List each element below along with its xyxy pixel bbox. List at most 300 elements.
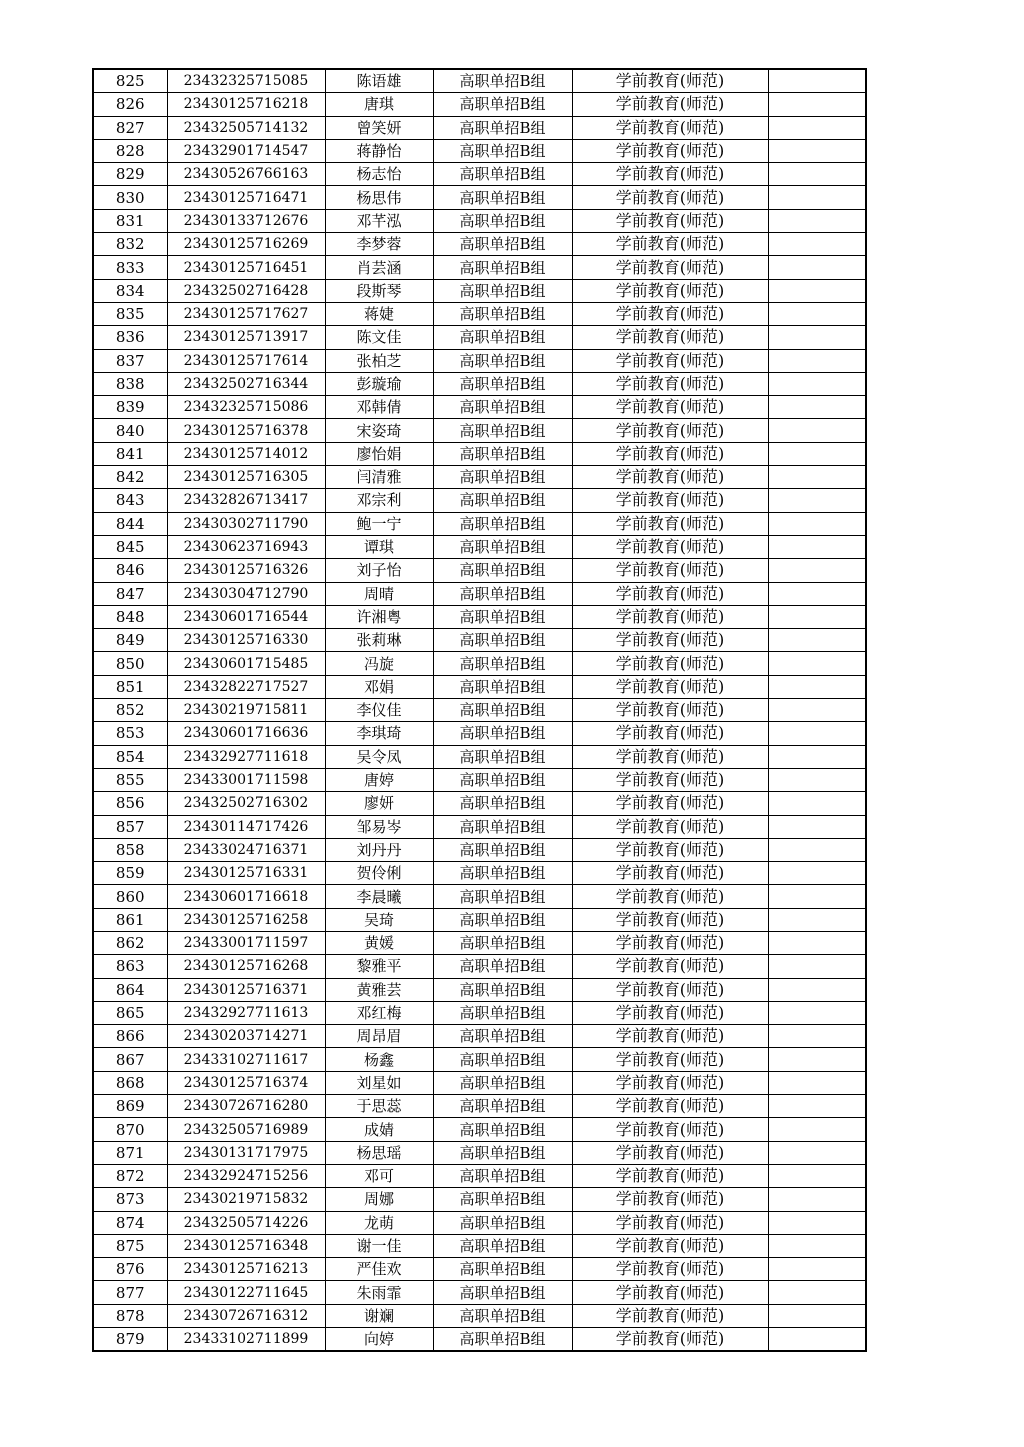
student-name-cell: 邓娟 bbox=[325, 675, 433, 698]
admission-category-cell: 高职单招B组 bbox=[433, 652, 572, 675]
student-name-cell: 蒋婕 bbox=[325, 302, 433, 325]
remark-cell bbox=[768, 93, 866, 116]
admission-category-cell: 高职单招B组 bbox=[433, 1211, 572, 1234]
candidate-id-cell: 23430125716371 bbox=[167, 978, 325, 1001]
candidate-id-cell: 23432502716302 bbox=[167, 792, 325, 815]
admission-category-cell: 高职单招B组 bbox=[433, 955, 572, 978]
table-row bbox=[93, 1001, 866, 1024]
table-row bbox=[93, 1048, 866, 1071]
student-name-cell: 张莉琳 bbox=[325, 629, 433, 652]
table-row bbox=[93, 139, 866, 162]
row-number-cell: 878 bbox=[93, 1304, 167, 1327]
major-cell: 学前教育(师范) bbox=[572, 699, 768, 722]
remark-cell bbox=[768, 116, 866, 139]
admission-category-cell: 高职单招B组 bbox=[433, 256, 572, 279]
remark-cell bbox=[768, 559, 866, 582]
remark-cell bbox=[768, 512, 866, 535]
table-row bbox=[93, 1304, 866, 1327]
remark-cell bbox=[768, 768, 866, 791]
row-number-cell: 852 bbox=[93, 699, 167, 722]
admission-category-cell: 高职单招B组 bbox=[433, 815, 572, 838]
table-row bbox=[93, 349, 866, 372]
admission-category-cell: 高职单招B组 bbox=[433, 605, 572, 628]
major-cell: 学前教育(师范) bbox=[572, 722, 768, 745]
table-row bbox=[93, 1118, 866, 1141]
row-number-cell: 837 bbox=[93, 349, 167, 372]
remark-cell bbox=[768, 1211, 866, 1234]
student-name-cell: 杨志怡 bbox=[325, 163, 433, 186]
student-name-cell: 贺伶俐 bbox=[325, 862, 433, 885]
remark-cell bbox=[768, 675, 866, 698]
remark-cell bbox=[768, 1025, 866, 1048]
admission-category-cell: 高职单招B组 bbox=[433, 838, 572, 861]
major-cell: 学前教育(师范) bbox=[572, 69, 768, 93]
row-number-cell: 838 bbox=[93, 372, 167, 395]
row-number-cell: 865 bbox=[93, 1001, 167, 1024]
table-row bbox=[93, 629, 866, 652]
candidate-id-cell: 23430601716618 bbox=[167, 885, 325, 908]
candidate-id-cell: 23430125714012 bbox=[167, 442, 325, 465]
admission-category-cell: 高职单招B组 bbox=[433, 116, 572, 139]
admission-category-cell: 高职单招B组 bbox=[433, 1071, 572, 1094]
admission-category-cell: 高职单招B组 bbox=[433, 1048, 572, 1071]
student-name-cell: 邓芊泓 bbox=[325, 209, 433, 232]
row-number-cell: 843 bbox=[93, 489, 167, 512]
remark-cell bbox=[768, 605, 866, 628]
row-number-cell: 877 bbox=[93, 1281, 167, 1304]
remark-cell bbox=[768, 931, 866, 954]
remark-cell bbox=[768, 372, 866, 395]
table-row bbox=[93, 1025, 866, 1048]
major-cell: 学前教育(师范) bbox=[572, 862, 768, 885]
remark-cell bbox=[768, 419, 866, 442]
admission-category-cell: 高职单招B组 bbox=[433, 186, 572, 209]
admission-category-cell: 高职单招B组 bbox=[433, 233, 572, 256]
table-row bbox=[93, 1095, 866, 1118]
row-number-cell: 834 bbox=[93, 279, 167, 302]
major-cell: 学前教育(师范) bbox=[572, 256, 768, 279]
remark-cell bbox=[768, 302, 866, 325]
student-name-cell: 曾笑妍 bbox=[325, 116, 433, 139]
candidate-id-cell: 23430219715811 bbox=[167, 699, 325, 722]
remark-cell bbox=[768, 535, 866, 558]
student-name-cell: 李仪佳 bbox=[325, 699, 433, 722]
student-name-cell: 成婧 bbox=[325, 1118, 433, 1141]
remark-cell bbox=[768, 1281, 866, 1304]
remark-cell bbox=[768, 1095, 866, 1118]
table-row bbox=[93, 745, 866, 768]
student-name-cell: 刘丹丹 bbox=[325, 838, 433, 861]
candidate-id-cell: 23432822717527 bbox=[167, 675, 325, 698]
admission-category-cell: 高职单招B组 bbox=[433, 885, 572, 908]
remark-cell bbox=[768, 163, 866, 186]
row-number-cell: 839 bbox=[93, 396, 167, 419]
remark-cell bbox=[768, 1234, 866, 1257]
remark-cell bbox=[768, 815, 866, 838]
major-cell: 学前教育(师范) bbox=[572, 302, 768, 325]
row-number-cell: 842 bbox=[93, 466, 167, 489]
table-row bbox=[93, 69, 866, 93]
candidate-id-cell: 23432505714226 bbox=[167, 1211, 325, 1234]
remark-cell bbox=[768, 629, 866, 652]
student-name-cell: 邓可 bbox=[325, 1164, 433, 1187]
student-name-cell: 吴令凤 bbox=[325, 745, 433, 768]
row-number-cell: 850 bbox=[93, 652, 167, 675]
student-name-cell: 杨思伟 bbox=[325, 186, 433, 209]
admission-category-cell: 高职单招B组 bbox=[433, 69, 572, 93]
major-cell: 学前教育(师范) bbox=[572, 1001, 768, 1024]
table-row bbox=[93, 722, 866, 745]
major-cell: 学前教育(师范) bbox=[572, 1141, 768, 1164]
major-cell: 学前教育(师范) bbox=[572, 1188, 768, 1211]
major-cell: 学前教育(师范) bbox=[572, 442, 768, 465]
candidate-id-cell: 23430125717614 bbox=[167, 349, 325, 372]
table-row bbox=[93, 978, 866, 1001]
table-row bbox=[93, 93, 866, 116]
candidate-id-cell: 23430601716544 bbox=[167, 605, 325, 628]
table-row bbox=[93, 489, 866, 512]
row-number-cell: 867 bbox=[93, 1048, 167, 1071]
table-row bbox=[93, 1141, 866, 1164]
row-number-cell: 855 bbox=[93, 768, 167, 791]
row-number-cell: 833 bbox=[93, 256, 167, 279]
admission-category-cell: 高职单招B组 bbox=[433, 768, 572, 791]
major-cell: 学前教育(师范) bbox=[572, 1118, 768, 1141]
remark-cell bbox=[768, 792, 866, 815]
table-row bbox=[93, 605, 866, 628]
student-name-cell: 朱雨霏 bbox=[325, 1281, 433, 1304]
remark-cell bbox=[768, 1164, 866, 1187]
candidate-id-cell: 23430623716943 bbox=[167, 535, 325, 558]
row-number-cell: 847 bbox=[93, 582, 167, 605]
student-name-cell: 冯旋 bbox=[325, 652, 433, 675]
major-cell: 学前教育(师范) bbox=[572, 1304, 768, 1327]
row-number-cell: 863 bbox=[93, 955, 167, 978]
admission-category-cell: 高职单招B组 bbox=[433, 1234, 572, 1257]
major-cell: 学前教育(师范) bbox=[572, 93, 768, 116]
admission-category-cell: 高职单招B组 bbox=[433, 163, 572, 186]
admission-category-cell: 高职单招B组 bbox=[433, 1328, 572, 1352]
admission-category-cell: 高职单招B组 bbox=[433, 1304, 572, 1327]
student-name-cell: 陈文佳 bbox=[325, 326, 433, 349]
table-row bbox=[93, 233, 866, 256]
remark-cell bbox=[768, 1071, 866, 1094]
table-row bbox=[93, 186, 866, 209]
remark-cell bbox=[768, 862, 866, 885]
table-row bbox=[93, 372, 866, 395]
candidate-id-cell: 23433001711598 bbox=[167, 768, 325, 791]
major-cell: 学前教育(师范) bbox=[572, 233, 768, 256]
row-number-cell: 827 bbox=[93, 116, 167, 139]
student-name-cell: 周昂眉 bbox=[325, 1025, 433, 1048]
table-row bbox=[93, 699, 866, 722]
row-number-cell: 831 bbox=[93, 209, 167, 232]
candidate-id-cell: 23433024716371 bbox=[167, 838, 325, 861]
row-number-cell: 853 bbox=[93, 722, 167, 745]
row-number-cell: 845 bbox=[93, 535, 167, 558]
candidate-id-cell: 23430125717627 bbox=[167, 302, 325, 325]
table-row bbox=[93, 792, 866, 815]
candidate-id-cell: 23433102711899 bbox=[167, 1328, 325, 1352]
admission-category-cell: 高职单招B组 bbox=[433, 349, 572, 372]
candidate-id-cell: 23430203714271 bbox=[167, 1025, 325, 1048]
admission-category-cell: 高职单招B组 bbox=[433, 1141, 572, 1164]
major-cell: 学前教育(师范) bbox=[572, 163, 768, 186]
candidate-id-cell: 23430304712790 bbox=[167, 582, 325, 605]
candidate-id-cell: 23430125716218 bbox=[167, 93, 325, 116]
admission-category-cell: 高职单招B组 bbox=[433, 139, 572, 162]
candidate-id-cell: 23432927711613 bbox=[167, 1001, 325, 1024]
candidate-id-cell: 23430125716374 bbox=[167, 1071, 325, 1094]
student-name-cell: 陈语雄 bbox=[325, 69, 433, 93]
candidate-id-cell: 23430601716636 bbox=[167, 722, 325, 745]
major-cell: 学前教育(师范) bbox=[572, 139, 768, 162]
major-cell: 学前教育(师范) bbox=[572, 652, 768, 675]
row-number-cell: 862 bbox=[93, 931, 167, 954]
table-row bbox=[93, 652, 866, 675]
student-name-cell: 谭琪 bbox=[325, 535, 433, 558]
candidate-id-cell: 23430125716268 bbox=[167, 955, 325, 978]
row-number-cell: 860 bbox=[93, 885, 167, 908]
candidate-id-cell: 23433001711597 bbox=[167, 931, 325, 954]
student-name-cell: 李梦蓉 bbox=[325, 233, 433, 256]
candidate-id-cell: 23432502716344 bbox=[167, 372, 325, 395]
major-cell: 学前教育(师范) bbox=[572, 1234, 768, 1257]
admission-category-cell: 高职单招B组 bbox=[433, 1258, 572, 1281]
major-cell: 学前教育(师范) bbox=[572, 535, 768, 558]
table-row bbox=[93, 1071, 866, 1094]
row-number-cell: 825 bbox=[93, 69, 167, 93]
row-number-cell: 864 bbox=[93, 978, 167, 1001]
student-name-cell: 李琪琦 bbox=[325, 722, 433, 745]
row-number-cell: 826 bbox=[93, 93, 167, 116]
admission-category-cell: 高职单招B组 bbox=[433, 978, 572, 1001]
student-name-cell: 许湘粤 bbox=[325, 605, 433, 628]
row-number-cell: 856 bbox=[93, 792, 167, 815]
student-name-cell: 黎雅平 bbox=[325, 955, 433, 978]
row-number-cell: 828 bbox=[93, 139, 167, 162]
major-cell: 学前教育(师范) bbox=[572, 279, 768, 302]
remark-cell bbox=[768, 1304, 866, 1327]
table-row bbox=[93, 1258, 866, 1281]
remark-cell bbox=[768, 1188, 866, 1211]
candidate-id-cell: 23430726716280 bbox=[167, 1095, 325, 1118]
table-row bbox=[93, 908, 866, 931]
student-name-cell: 蒋静怡 bbox=[325, 139, 433, 162]
remark-cell bbox=[768, 745, 866, 768]
remark-cell bbox=[768, 1048, 866, 1071]
row-number-cell: 861 bbox=[93, 908, 167, 931]
major-cell: 学前教育(师范) bbox=[572, 396, 768, 419]
row-number-cell: 851 bbox=[93, 675, 167, 698]
row-number-cell: 846 bbox=[93, 559, 167, 582]
student-name-cell: 廖怡娟 bbox=[325, 442, 433, 465]
row-number-cell: 872 bbox=[93, 1164, 167, 1187]
remark-cell bbox=[768, 582, 866, 605]
remark-cell bbox=[768, 908, 866, 931]
candidate-id-cell: 23433102711617 bbox=[167, 1048, 325, 1071]
major-cell: 学前教育(师范) bbox=[572, 978, 768, 1001]
remark-cell bbox=[768, 1118, 866, 1141]
major-cell: 学前教育(师范) bbox=[572, 582, 768, 605]
table-row bbox=[93, 885, 866, 908]
table-row bbox=[93, 675, 866, 698]
table-row bbox=[93, 1234, 866, 1257]
remark-cell bbox=[768, 466, 866, 489]
major-cell: 学前教育(师范) bbox=[572, 372, 768, 395]
major-cell: 学前教育(师范) bbox=[572, 1164, 768, 1187]
candidate-id-cell: 23430125716378 bbox=[167, 419, 325, 442]
remark-cell bbox=[768, 722, 866, 745]
row-number-cell: 874 bbox=[93, 1211, 167, 1234]
remark-cell bbox=[768, 489, 866, 512]
major-cell: 学前教育(师范) bbox=[572, 792, 768, 815]
major-cell: 学前教育(师范) bbox=[572, 815, 768, 838]
remark-cell bbox=[768, 69, 866, 93]
table-row bbox=[93, 442, 866, 465]
remark-cell bbox=[768, 209, 866, 232]
major-cell: 学前教育(师范) bbox=[572, 209, 768, 232]
student-name-cell: 谢斓 bbox=[325, 1304, 433, 1327]
row-number-cell: 866 bbox=[93, 1025, 167, 1048]
table-row bbox=[93, 209, 866, 232]
admission-category-cell: 高职单招B组 bbox=[433, 745, 572, 768]
admission-category-cell: 高职单招B组 bbox=[433, 908, 572, 931]
student-name-cell: 杨鑫 bbox=[325, 1048, 433, 1071]
row-number-cell: 829 bbox=[93, 163, 167, 186]
student-name-cell: 严佳欢 bbox=[325, 1258, 433, 1281]
table-row bbox=[93, 559, 866, 582]
table-row bbox=[93, 815, 866, 838]
major-cell: 学前教育(师范) bbox=[572, 1211, 768, 1234]
major-cell: 学前教育(师范) bbox=[572, 885, 768, 908]
row-number-cell: 849 bbox=[93, 629, 167, 652]
table-row bbox=[93, 512, 866, 535]
student-name-cell: 闫清雅 bbox=[325, 466, 433, 489]
remark-cell bbox=[768, 186, 866, 209]
remark-cell bbox=[768, 279, 866, 302]
admission-category-cell: 高职单招B组 bbox=[433, 326, 572, 349]
candidate-id-cell: 23432505714132 bbox=[167, 116, 325, 139]
student-name-cell: 段斯琴 bbox=[325, 279, 433, 302]
row-number-cell: 870 bbox=[93, 1118, 167, 1141]
admission-category-cell: 高职单招B组 bbox=[433, 302, 572, 325]
major-cell: 学前教育(师范) bbox=[572, 349, 768, 372]
student-name-cell: 周娜 bbox=[325, 1188, 433, 1211]
major-cell: 学前教育(师范) bbox=[572, 512, 768, 535]
row-number-cell: 879 bbox=[93, 1328, 167, 1352]
table-row bbox=[93, 1281, 866, 1304]
admission-category-cell: 高职单招B组 bbox=[433, 629, 572, 652]
table-row bbox=[93, 279, 866, 302]
remark-cell bbox=[768, 256, 866, 279]
table-row bbox=[93, 302, 866, 325]
admission-category-cell: 高职单招B组 bbox=[433, 442, 572, 465]
student-name-cell: 周晴 bbox=[325, 582, 433, 605]
major-cell: 学前教育(师范) bbox=[572, 1328, 768, 1352]
table-row bbox=[93, 256, 866, 279]
candidate-id-cell: 23430125716213 bbox=[167, 1258, 325, 1281]
row-number-cell: 835 bbox=[93, 302, 167, 325]
major-cell: 学前教育(师范) bbox=[572, 908, 768, 931]
remark-cell bbox=[768, 885, 866, 908]
student-name-cell: 向婷 bbox=[325, 1328, 433, 1352]
remark-cell bbox=[768, 978, 866, 1001]
student-name-cell: 龙萌 bbox=[325, 1211, 433, 1234]
row-number-cell: 859 bbox=[93, 862, 167, 885]
admission-category-cell: 高职单招B组 bbox=[433, 512, 572, 535]
admission-category-cell: 高职单招B组 bbox=[433, 862, 572, 885]
table-row bbox=[93, 955, 866, 978]
remark-cell bbox=[768, 326, 866, 349]
major-cell: 学前教育(师范) bbox=[572, 605, 768, 628]
major-cell: 学前教育(师范) bbox=[572, 1048, 768, 1071]
admission-category-cell: 高职单招B组 bbox=[433, 1281, 572, 1304]
candidate-id-cell: 23432924715256 bbox=[167, 1164, 325, 1187]
admission-category-cell: 高职单招B组 bbox=[433, 489, 572, 512]
row-number-cell: 844 bbox=[93, 512, 167, 535]
table-body bbox=[93, 69, 866, 1351]
major-cell: 学前教育(师范) bbox=[572, 186, 768, 209]
candidate-id-cell: 23430125716471 bbox=[167, 186, 325, 209]
admission-category-cell: 高职单招B组 bbox=[433, 1025, 572, 1048]
table-row bbox=[93, 419, 866, 442]
table-row bbox=[93, 1188, 866, 1211]
candidate-id-cell: 23430122711645 bbox=[167, 1281, 325, 1304]
remark-cell bbox=[768, 396, 866, 419]
student-name-cell: 邓宗利 bbox=[325, 489, 433, 512]
candidate-id-cell: 23430125716330 bbox=[167, 629, 325, 652]
table-row bbox=[93, 466, 866, 489]
row-number-cell: 873 bbox=[93, 1188, 167, 1211]
major-cell: 学前教育(师范) bbox=[572, 1281, 768, 1304]
row-number-cell: 830 bbox=[93, 186, 167, 209]
candidate-id-cell: 23430114717426 bbox=[167, 815, 325, 838]
row-number-cell: 857 bbox=[93, 815, 167, 838]
remark-cell bbox=[768, 1141, 866, 1164]
major-cell: 学前教育(师范) bbox=[572, 1258, 768, 1281]
admission-category-cell: 高职单招B组 bbox=[433, 466, 572, 489]
student-name-cell: 谢一佳 bbox=[325, 1234, 433, 1257]
candidate-id-cell: 23430125716258 bbox=[167, 908, 325, 931]
remark-cell bbox=[768, 233, 866, 256]
candidate-id-cell: 23430601715485 bbox=[167, 652, 325, 675]
student-name-cell: 邓韩倩 bbox=[325, 396, 433, 419]
student-name-cell: 邹易岑 bbox=[325, 815, 433, 838]
row-number-cell: 876 bbox=[93, 1258, 167, 1281]
candidate-id-cell: 23430125713917 bbox=[167, 326, 325, 349]
candidate-id-cell: 23430526766163 bbox=[167, 163, 325, 186]
row-number-cell: 854 bbox=[93, 745, 167, 768]
row-number-cell: 832 bbox=[93, 233, 167, 256]
remark-cell bbox=[768, 1328, 866, 1352]
admission-category-cell: 高职单招B组 bbox=[433, 792, 572, 815]
candidate-id-cell: 23430219715832 bbox=[167, 1188, 325, 1211]
major-cell: 学前教育(师范) bbox=[572, 1071, 768, 1094]
table-row bbox=[93, 1164, 866, 1187]
major-cell: 学前教育(师范) bbox=[572, 116, 768, 139]
major-cell: 学前教育(师范) bbox=[572, 768, 768, 791]
admission-category-cell: 高职单招B组 bbox=[433, 1164, 572, 1187]
admission-category-cell: 高职单招B组 bbox=[433, 675, 572, 698]
candidate-id-cell: 23430133712676 bbox=[167, 209, 325, 232]
candidate-id-cell: 23432927711618 bbox=[167, 745, 325, 768]
row-number-cell: 836 bbox=[93, 326, 167, 349]
candidate-id-cell: 23430125716305 bbox=[167, 466, 325, 489]
admission-category-cell: 高职单招B组 bbox=[433, 699, 572, 722]
student-name-cell: 刘星如 bbox=[325, 1071, 433, 1094]
admission-category-cell: 高职单招B组 bbox=[433, 372, 572, 395]
